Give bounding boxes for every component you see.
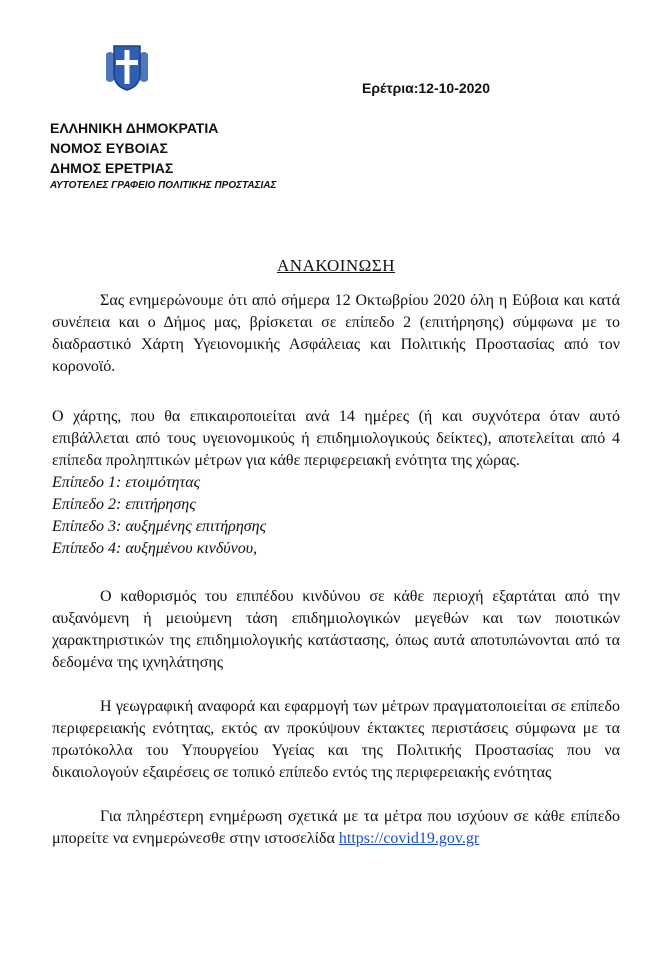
announcement-title: ΑΝΑΚΟΙΝΩΣΗ <box>277 256 395 275</box>
paragraph-risk-determination: Ο καθορισμός του επιπέδου κινδύνου σε κάθε περιοχή εξαρτάται από την αυξανόμενη ή μειούμενη τάση επιδημιολογικών μεγεθών και των ποιοτικών χαρακτηριστικών της επιδημιολογικής κατάστασης, όπως αυτά αποτυπώνονται από τα δεδομένα της ιχνηλάτησης <box>52 588 620 671</box>
level-item: Επίπεδο 4: αυξημένου κινδύνου, <box>52 540 258 557</box>
announcement-body <box>52 290 620 850</box>
more-info-text: Για πληρέστερη ενημέρωση σχετικά με τα μέτρα που ισχύουν σε κάθε επίπεδο μπορείτε να ενημερώνεσθε στην ιστοσελίδα <box>52 808 620 847</box>
document-date: Ερέτρια:12-10-2020 <box>362 80 490 96</box>
level-item: Επίπεδο 3: αυξημένης επιτήρησης <box>52 518 267 535</box>
header-line-republic: ΕΛΛΗΝΙΚΗ ΔΗΜΟΚΡΑΤΙΑ <box>50 120 219 136</box>
paragraph-more-info <box>52 806 620 850</box>
paragraph-map-description: Ο χάρτης, που θα επικαιροποιείται ανά 14 ημέρες (ή και συχνότερα όταν αυτό επιβάλλεται από τους υγειονομικούς ή επιδημιολογικούς δείκτες), αποτελείται από 4 επίπεδα προληπτικών μέτρων για κάθε περιφερειακή ενότητα της χώρας. <box>52 408 620 469</box>
header-line-municipality: ΔΗΜΟΣ ΕΡΕΤΡΙΑΣ <box>50 160 174 176</box>
level-item: Επίπεδο 1: ετοιμότητας <box>52 474 201 491</box>
letterhead <box>50 118 276 194</box>
covid-website-link[interactable]: https://covid19.gov.gr <box>338 830 480 847</box>
paragraph-level-announcement: Σας ενημερώνουμε ότι από σήμερα 12 Οκτωβρίου 2020 όλη η Εύβοια και κατά συνέπεια και ο Δήμος μας, βρίσκεται σε επίπεδο 2 (επιτήρησης) σύμφωνα με το διαδραστικό Χάρτη Υγειονομικής Ασφάλειας και Πολιτικής Προστασίας από τον κορονοϊό. <box>52 292 620 375</box>
level-item: Επίπεδο 2: επιτήρησης <box>52 496 196 513</box>
paragraph-geographic-reference: Η γεωγραφική αναφορά και εφαρμογή των μέτρων πραγματοποιείται σε επίπεδο περιφερειακής ενότητας, εκτός αν προκύψουν έκτακτες περιστάσεις σύμφωνα με τα πρωτόκολλα του Υπουργείου Υγείας και της Πολιτικής Προστασίας που να δικαιολογούν εξαιρέσεις σε τοπικό επίπεδο εντός της περιφερειακής ενότητας <box>52 698 620 781</box>
header-line-prefecture: ΝΟΜΟΣ ΕΥΒΟΙΑΣ <box>50 140 168 156</box>
header-office: ΑΥΤΟΤΕΛΕΣ ΓΡΑΦΕΙΟ ΠΟΛΙΤΙΚΗΣ ΠΡΟΣΤΑΣΙΑΣ <box>50 180 277 191</box>
greek-emblem-icon <box>100 40 154 94</box>
levels-list <box>52 472 620 560</box>
